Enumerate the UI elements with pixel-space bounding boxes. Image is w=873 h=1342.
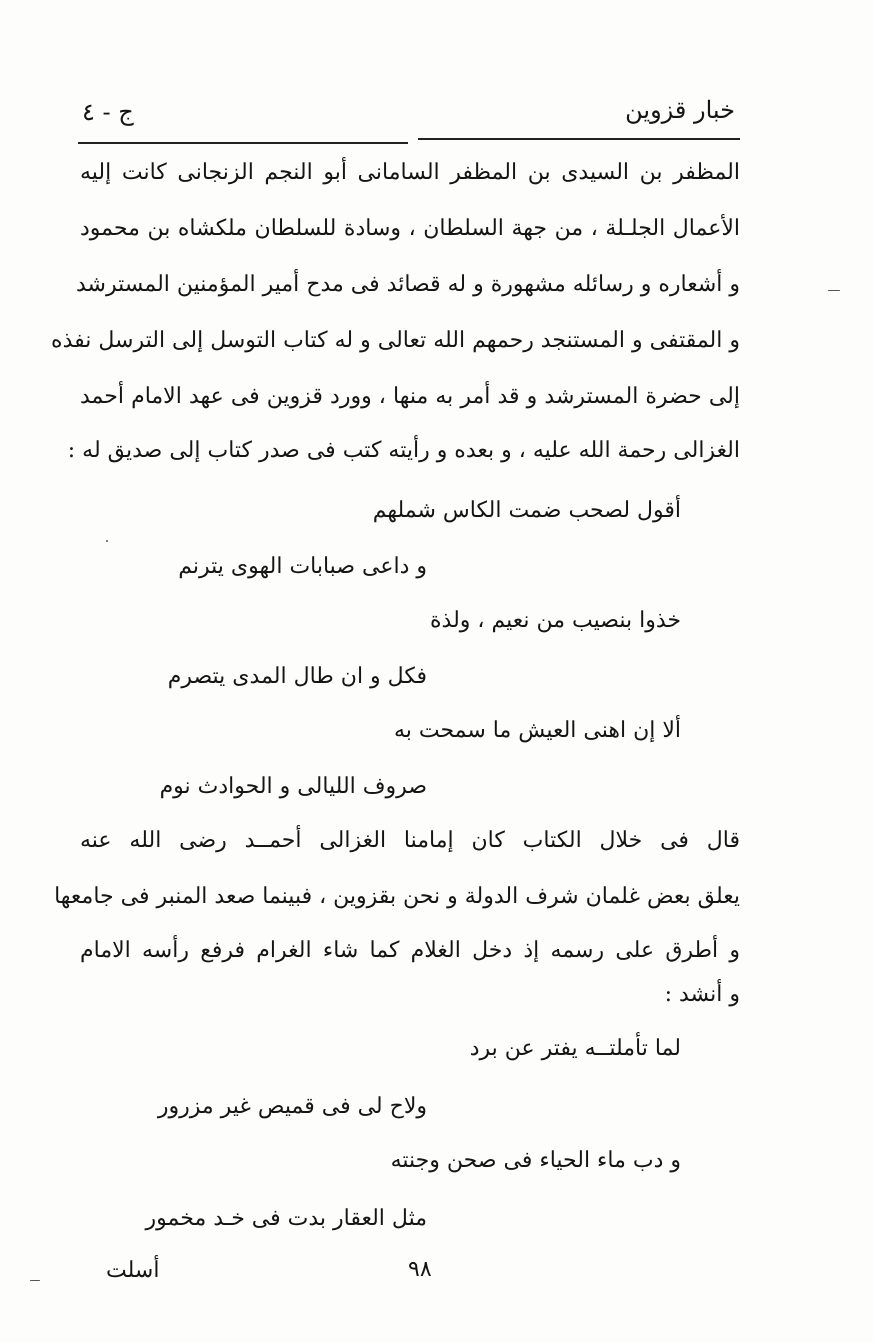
header-rule-right bbox=[418, 138, 740, 140]
poem-2-verse-4: مثل العقار بدت فى خـد مخمور bbox=[145, 1206, 427, 1231]
scan-speck bbox=[828, 290, 840, 291]
paragraph-1-line-3: و أشعاره و رسائله مشهورة و له قصائد فى مدح أمير المؤمنين المسترشد bbox=[76, 272, 740, 297]
paragraph-1-line-6: الغزالى رحمة الله عليه ، و بعده و رأيته كتب فى صدر كتاب إلى صديق له : bbox=[67, 438, 740, 463]
poem-1-verse-4: فكل و ان طال المدى يتصرم bbox=[167, 664, 427, 689]
poem-1-verse-5: ألا إن اهنى العيش ما سمحت به bbox=[393, 718, 681, 743]
poem-1-verse-3: خذوا بنصيب من نعيم ، ولذة bbox=[430, 608, 681, 633]
scan-speck bbox=[30, 1280, 40, 1281]
poem-2-verse-3: و دب ماء الحياء فى صحن وجنته bbox=[390, 1148, 681, 1173]
paragraph-2-line-4: و أنشد : bbox=[664, 982, 740, 1007]
poem-1-verse-6: صروف الليالى و الحوادث نوم bbox=[159, 774, 427, 799]
poem-2-verse-1: لما تأملتــه يفتر عن برد bbox=[469, 1036, 681, 1061]
paragraph-1-line-1: المظفر بن السيدى بن المظفر السامانى أبو النجم الزنجانى كانت إليه bbox=[80, 160, 740, 185]
paragraph-2-line-2: يعلق بعض غلمان شرف الدولة و نحن بقزوين ، فبينما صعد المنبر فى جامعها bbox=[54, 884, 740, 909]
running-title: خبار قزوين bbox=[625, 96, 735, 124]
poem-2-verse-2: ولاح لى فى قميص غير مزرور bbox=[157, 1094, 427, 1119]
scan-speck bbox=[106, 540, 108, 542]
catchword: أسلت bbox=[106, 1258, 160, 1283]
header-rule-left bbox=[78, 142, 408, 144]
poem-1-verse-2: و داعى صبابات الهوى يترنم bbox=[178, 554, 427, 579]
page-number: ٩٨ bbox=[408, 1257, 432, 1282]
paragraph-1-line-4: و المقتفى و المستنجد رحمهم الله تعالى و له كتاب التوسل إلى الترسل نفذه bbox=[51, 328, 740, 353]
paragraph-1-line-5: إلى حضرة المسترشد و قد أمر به منها ، وورد قزوين فى عهد الامام أحمد bbox=[80, 384, 740, 409]
paragraph-1-line-2: الأعمال الجلـلة ، من جهة السلطان ، وسادة للسلطان ملكشاه بن محمود bbox=[80, 216, 740, 241]
poem-1-verse-1: أقول لصحب ضمت الكاس شملهم bbox=[372, 498, 681, 523]
volume-label: ج - ٤ bbox=[82, 98, 134, 126]
paragraph-2-line-1: قال فى خلال الكتاب كان إمامنا الغزالى أحمــد رضى الله عنه bbox=[80, 828, 740, 853]
paragraph-2-line-3: و أطرق على رسمه إذ دخل الغلام كما شاء الغرام فرفع رأسه الامام bbox=[80, 938, 740, 963]
